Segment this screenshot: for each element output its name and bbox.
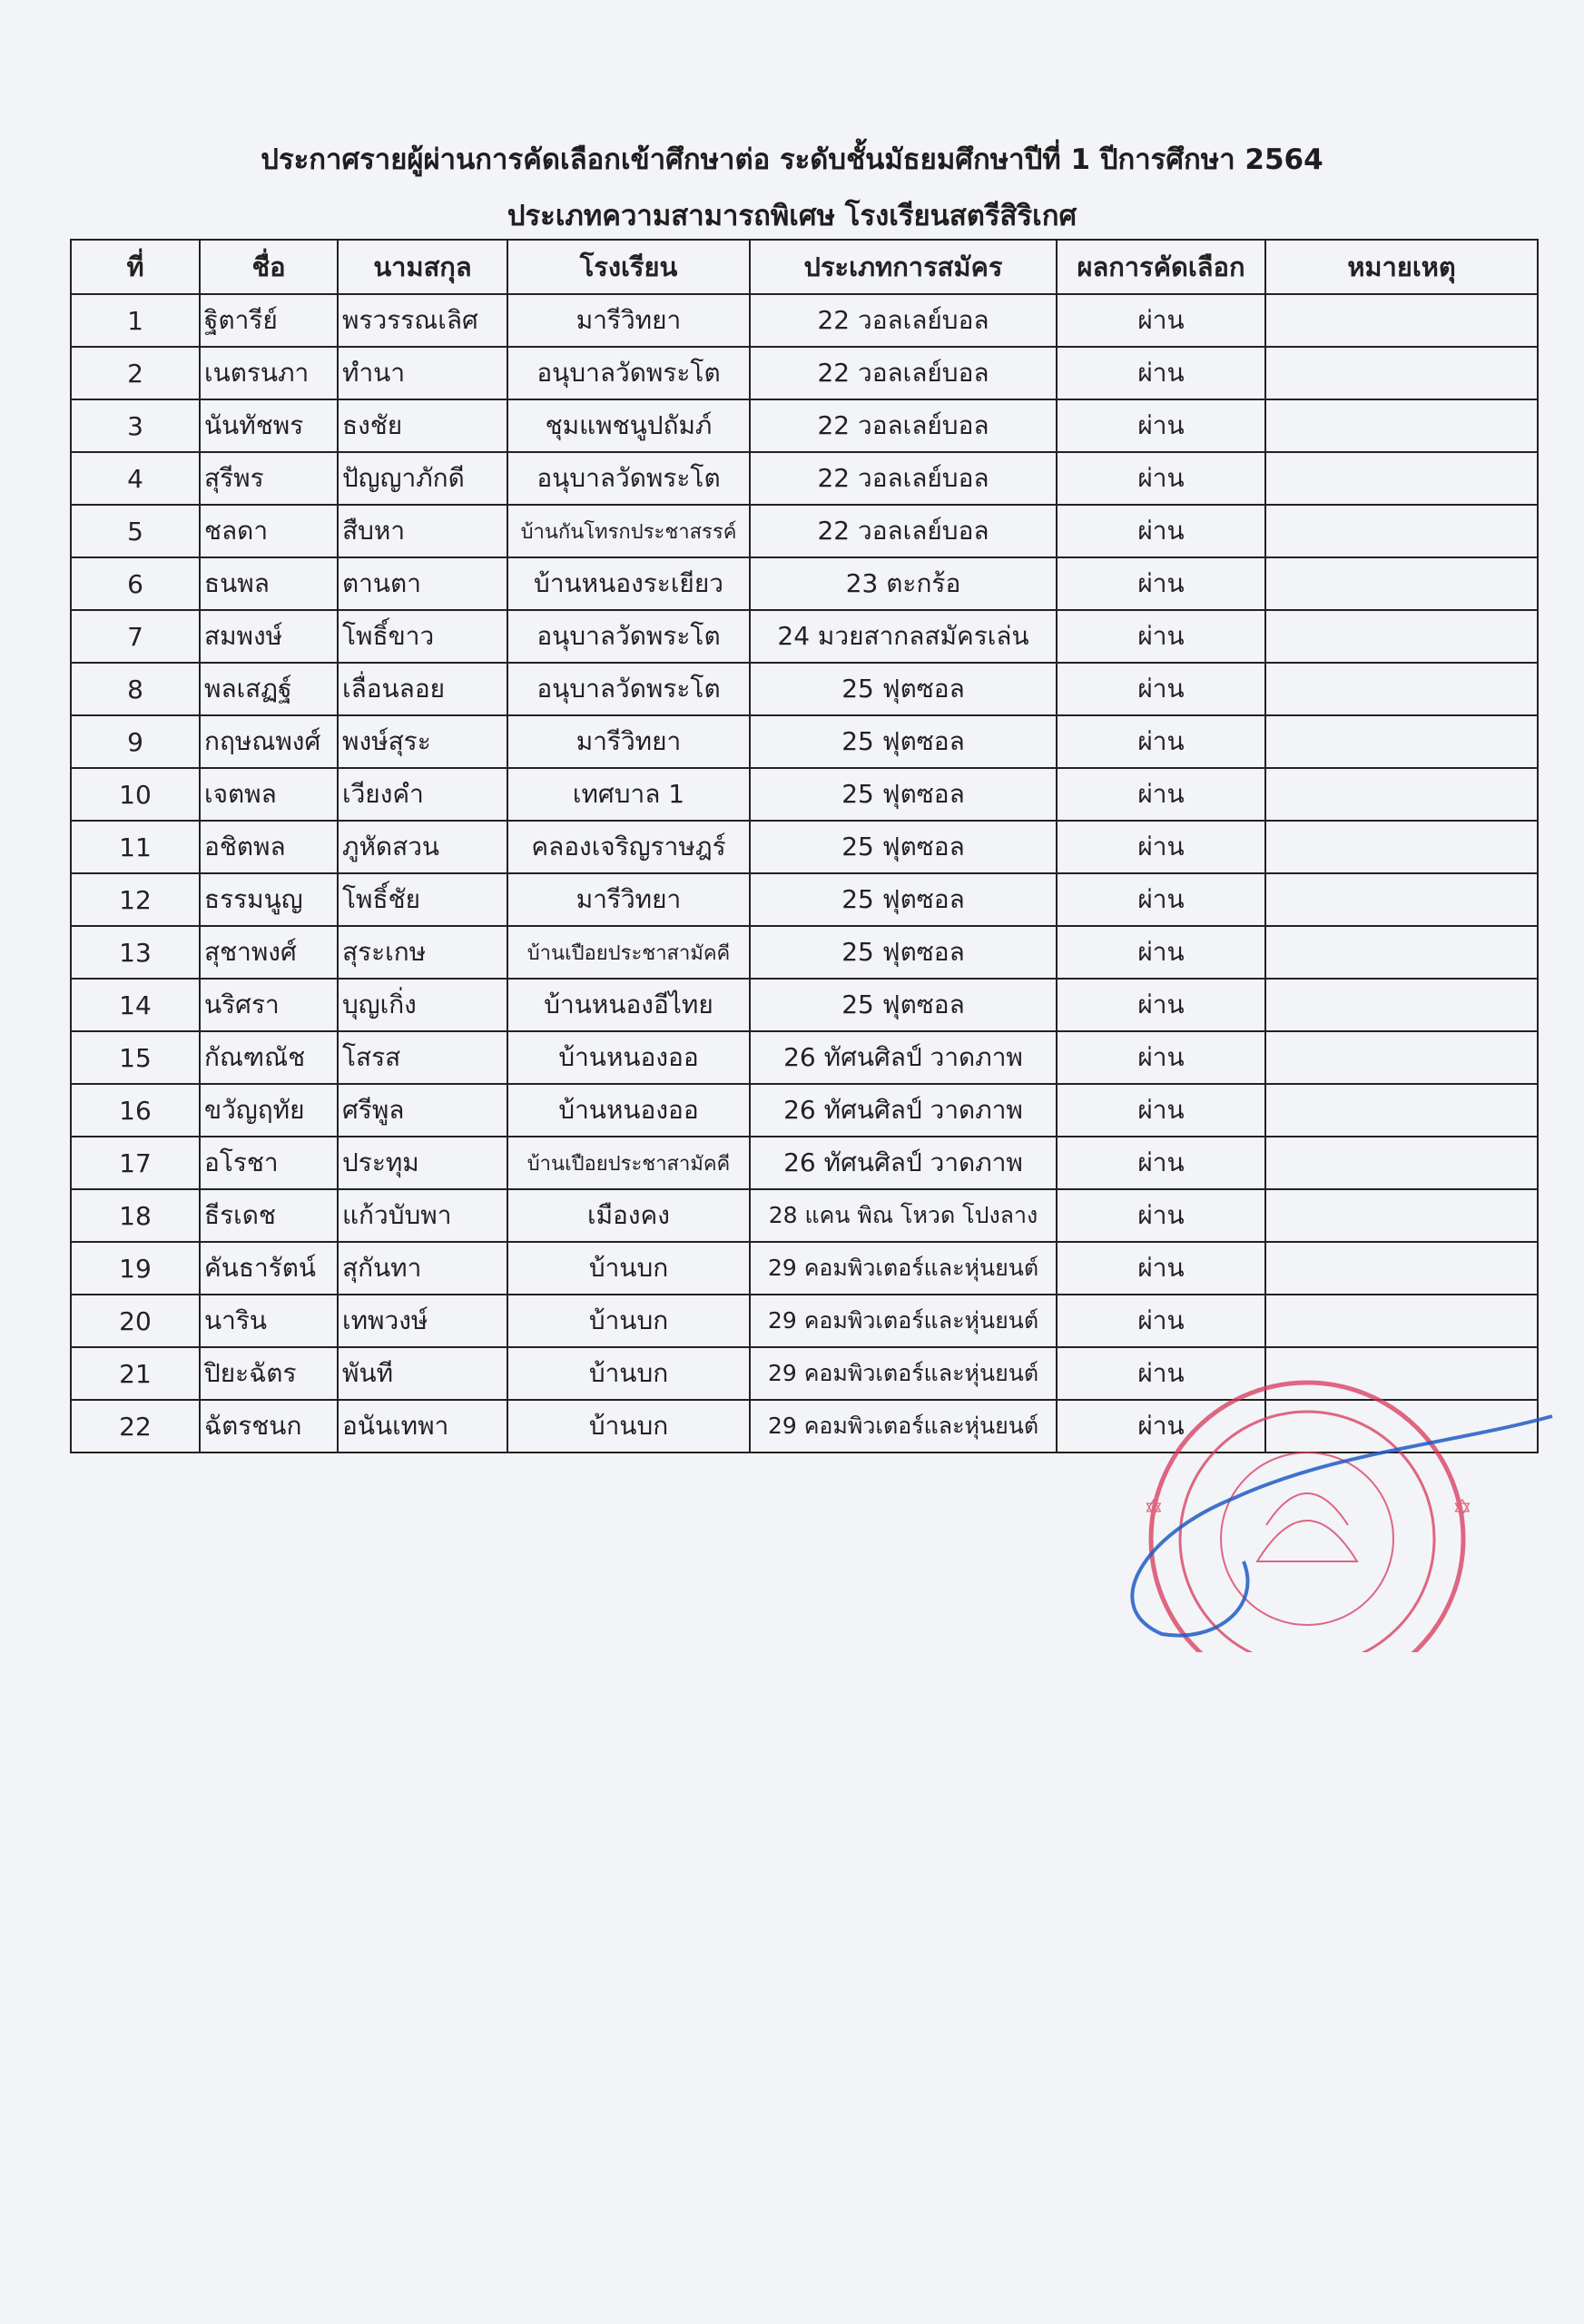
cell-note (1265, 926, 1538, 979)
table-row (71, 557, 1538, 610)
cell-school: บ้านบก (507, 1347, 750, 1400)
table-row (71, 926, 1538, 979)
cell-first: ธนพล (200, 557, 338, 610)
column-header: นามสกุล (338, 240, 507, 294)
cell-result: ผ่าน (1057, 610, 1265, 663)
table-row (71, 1084, 1538, 1137)
cell-no: 4 (71, 452, 200, 505)
cell-result: ผ่าน (1057, 1400, 1265, 1452)
cell-school: บ้านหนองออ (507, 1031, 750, 1084)
table-row (71, 1137, 1538, 1189)
cell-school: มารีวิทยา (507, 873, 750, 926)
cell-no: 18 (71, 1189, 200, 1242)
cell-result: ผ่าน (1057, 768, 1265, 821)
cell-last: โพธิ์ชัย (338, 873, 507, 926)
cell-school: อนุบาลวัดพระโต (507, 663, 750, 715)
cell-no: 21 (71, 1347, 200, 1400)
cell-category: 23 ตะกร้อ (750, 557, 1057, 610)
cell-result: ผ่าน (1057, 1347, 1265, 1400)
cell-category: 26 ทัศนศิลป์ วาดภาพ (750, 1137, 1057, 1189)
cell-school: บ้านหนองอีไทย (507, 979, 750, 1031)
cell-first: นริศรา (200, 979, 338, 1031)
cell-no: 8 (71, 663, 200, 715)
cell-school: บ้านกันโทรกประชาสรรค์ (507, 505, 750, 557)
cell-note (1265, 768, 1538, 821)
cell-school: บ้านหนองออ (507, 1084, 750, 1137)
cell-note (1265, 1242, 1538, 1295)
cell-category: 28 แคน พิณ โหวด โปงลาง (750, 1189, 1057, 1242)
cell-category: 22 วอลเลย์บอล (750, 399, 1057, 452)
cell-last: เวียงคำ (338, 768, 507, 821)
document-title: ประกาศรายผู้ผ่านการคัดเลือกเข้าศึกษาต่อ ระดับชั้นมัธยมศึกษาปีที่ 1 ปีการศึกษา 2564 (261, 143, 1323, 176)
cell-note (1265, 557, 1538, 610)
cell-no: 20 (71, 1295, 200, 1347)
cell-first: ฐิตารีย์ (200, 294, 338, 347)
signature (1132, 1416, 1552, 1636)
cell-school: บ้านเปือยประชาสามัคคี (507, 926, 750, 979)
cell-category: 29 คอมพิวเตอร์และหุ่นยนต์ (750, 1400, 1057, 1452)
cell-result: ผ่าน (1057, 294, 1265, 347)
cell-last: สุกันทา (338, 1242, 507, 1295)
cell-category: 22 วอลเลย์บอล (750, 505, 1057, 557)
table-row (71, 399, 1538, 452)
cell-last: สืบหา (338, 505, 507, 557)
cell-result: ผ่าน (1057, 1295, 1265, 1347)
table-row (71, 1295, 1538, 1347)
cell-first: นันทัชพร (200, 399, 338, 452)
table-row (71, 1189, 1538, 1242)
cell-last: เลื่อนลอย (338, 663, 507, 715)
cell-category: 25 ฟุตซอล (750, 926, 1057, 979)
cell-note (1265, 452, 1538, 505)
cell-last: เทพวงษ์ (338, 1295, 507, 1347)
cell-category: 26 ทัศนศิลป์ วาดภาพ (750, 1084, 1057, 1137)
cell-last: สุระเกษ (338, 926, 507, 979)
cell-first: ขวัญฤทัย (200, 1084, 338, 1137)
table-row (71, 768, 1538, 821)
cell-no: 7 (71, 610, 200, 663)
cell-no: 6 (71, 557, 200, 610)
cell-school: คลองเจริญราษฎร์ (507, 821, 750, 873)
cell-result: ผ่าน (1057, 399, 1265, 452)
cell-school: บ้านบก (507, 1295, 750, 1347)
school-seal-stamp (1107, 1344, 1579, 1652)
cell-no: 1 (71, 294, 200, 347)
cell-first: เนตรนภา (200, 347, 338, 399)
cell-school: บ้านบก (507, 1400, 750, 1452)
cell-last: พันที (338, 1347, 507, 1400)
table-row (71, 1031, 1538, 1084)
cell-first: สมพงษ์ (200, 610, 338, 663)
cell-note (1265, 873, 1538, 926)
cell-school: อนุบาลวัดพระโต (507, 452, 750, 505)
cell-last: ตานตา (338, 557, 507, 610)
cell-last: อนันเทพา (338, 1400, 507, 1452)
cell-note (1265, 663, 1538, 715)
cell-note (1265, 610, 1538, 663)
cell-result: ผ่าน (1057, 873, 1265, 926)
cell-first: กฤษณพงศ์ (200, 715, 338, 768)
cell-first: ฉัตรชนก (200, 1400, 338, 1452)
cell-category: 22 วอลเลย์บอล (750, 452, 1057, 505)
cell-result: ผ่าน (1057, 505, 1265, 557)
svg-text:✡: ✡ (1144, 1495, 1164, 1522)
cell-school: มารีวิทยา (507, 715, 750, 768)
cell-last: ศรีพูล (338, 1084, 507, 1137)
cell-first: นาริน (200, 1295, 338, 1347)
cell-result: ผ่าน (1057, 452, 1265, 505)
cell-no: 16 (71, 1084, 200, 1137)
table-row (71, 821, 1538, 873)
cell-note (1265, 1084, 1538, 1137)
cell-first: สุรีพร (200, 452, 338, 505)
cell-no: 15 (71, 1031, 200, 1084)
table-row (71, 505, 1538, 557)
cell-school: เมืองคง (507, 1189, 750, 1242)
cell-category: 25 ฟุตซอล (750, 821, 1057, 873)
cell-no: 10 (71, 768, 200, 821)
cell-category: 22 วอลเลย์บอล (750, 347, 1057, 399)
cell-no: 11 (71, 821, 200, 873)
cell-last: โสรส (338, 1031, 507, 1084)
cell-category: 25 ฟุตซอล (750, 873, 1057, 926)
cell-note (1265, 1137, 1538, 1189)
cell-result: ผ่าน (1057, 979, 1265, 1031)
cell-last: ธงชัย (338, 399, 507, 452)
cell-school: บ้านเปือยประชาสามัคคี (507, 1137, 750, 1189)
cell-note (1265, 505, 1538, 557)
cell-first: สุชาพงศ์ (200, 926, 338, 979)
cell-note (1265, 347, 1538, 399)
cell-last: บุญเกิ่ง (338, 979, 507, 1031)
column-header: ชื่อ (200, 240, 338, 294)
cell-school: อนุบาลวัดพระโต (507, 610, 750, 663)
cell-last: ทำนา (338, 347, 507, 399)
cell-result: ผ่าน (1057, 347, 1265, 399)
cell-school: ชุมแพชนูปถัมภ์ (507, 399, 750, 452)
cell-last: ปัญญาภักดี (338, 452, 507, 505)
cell-no: 2 (71, 347, 200, 399)
cell-school: มารีวิทยา (507, 294, 750, 347)
column-header: ที่ (71, 240, 200, 294)
table-row (71, 610, 1538, 663)
cell-first: อชิตพล (200, 821, 338, 873)
table-row (71, 715, 1538, 768)
cell-last: พงษ์สุระ (338, 715, 507, 768)
cell-result: ผ่าน (1057, 926, 1265, 979)
cell-last: โพธิ์ขาว (338, 610, 507, 663)
cell-first: ปิยะฉัตร (200, 1347, 338, 1400)
cell-first: อโรชา (200, 1137, 338, 1189)
cell-note (1265, 1295, 1538, 1347)
cell-first: ชลดา (200, 505, 338, 557)
column-header: โรงเรียน (507, 240, 750, 294)
cell-category: 29 คอมพิวเตอร์และหุ่นยนต์ (750, 1347, 1057, 1400)
cell-school: อนุบาลวัดพระโต (507, 347, 750, 399)
cell-category: 29 คอมพิวเตอร์และหุ่นยนต์ (750, 1242, 1057, 1295)
cell-first: กัณฑณัช (200, 1031, 338, 1084)
cell-result: ผ่าน (1057, 663, 1265, 715)
table-row (71, 294, 1538, 347)
cell-no: 19 (71, 1242, 200, 1295)
cell-first: พลเสฏฐ์ (200, 663, 338, 715)
cell-school: บ้านบก (507, 1242, 750, 1295)
results-table (70, 239, 1539, 1453)
cell-first: คันธารัตน์ (200, 1242, 338, 1295)
cell-result: ผ่าน (1057, 1242, 1265, 1295)
cell-no: 22 (71, 1400, 200, 1452)
cell-note (1265, 821, 1538, 873)
cell-note (1265, 294, 1538, 347)
cell-category: 25 ฟุตซอล (750, 715, 1057, 768)
cell-first: ธรรมนูญ (200, 873, 338, 926)
cell-first: ธีรเดช (200, 1189, 338, 1242)
cell-result: ผ่าน (1057, 557, 1265, 610)
table-row (71, 347, 1538, 399)
table-row (71, 452, 1538, 505)
cell-note (1265, 399, 1538, 452)
cell-note (1265, 1189, 1538, 1242)
cell-note (1265, 715, 1538, 768)
cell-result: ผ่าน (1057, 1031, 1265, 1084)
cell-category: 22 วอลเลย์บอล (750, 294, 1057, 347)
cell-last: ภูหัดสวน (338, 821, 507, 873)
column-header: ประเภทการสมัคร (750, 240, 1057, 294)
cell-school: บ้านหนองระเยียว (507, 557, 750, 610)
cell-note (1265, 1031, 1538, 1084)
cell-category: 26 ทัศนศิลป์ วาดภาพ (750, 1031, 1057, 1084)
cell-school: เทศบาล 1 (507, 768, 750, 821)
cell-result: ผ่าน (1057, 821, 1265, 873)
cell-result: ผ่าน (1057, 715, 1265, 768)
cell-last: พรวรรณเลิศ (338, 294, 507, 347)
cell-no: 14 (71, 979, 200, 1031)
cell-first: เจตพล (200, 768, 338, 821)
cell-category: 24 มวยสากลสมัครเล่น (750, 610, 1057, 663)
table-row (71, 1242, 1538, 1295)
table-row (71, 873, 1538, 926)
cell-result: ผ่าน (1057, 1084, 1265, 1137)
svg-text:✡: ✡ (1452, 1495, 1472, 1522)
column-header: หมายเหตุ (1265, 240, 1538, 294)
table-row (71, 663, 1538, 715)
column-header: ผลการคัดเลือก (1057, 240, 1265, 294)
cell-category: 29 คอมพิวเตอร์และหุ่นยนต์ (750, 1295, 1057, 1347)
table-row (71, 979, 1538, 1031)
cell-result: ผ่าน (1057, 1137, 1265, 1189)
cell-last: ประทุม (338, 1137, 507, 1189)
cell-last: แก้วบับพา (338, 1189, 507, 1242)
document-subtitle: ประเภทความสามารถพิเศษ โรงเรียนสตรีสิริเกศ (507, 200, 1077, 232)
cell-no: 17 (71, 1137, 200, 1189)
cell-no: 3 (71, 399, 200, 452)
cell-no: 9 (71, 715, 200, 768)
cell-note (1265, 979, 1538, 1031)
cell-category: 25 ฟุตซอล (750, 979, 1057, 1031)
cell-no: 13 (71, 926, 200, 979)
cell-result: ผ่าน (1057, 1189, 1265, 1242)
cell-no: 5 (71, 505, 200, 557)
cell-category: 25 ฟุตซอล (750, 768, 1057, 821)
cell-no: 12 (71, 873, 200, 926)
cell-category: 25 ฟุตซอล (750, 663, 1057, 715)
